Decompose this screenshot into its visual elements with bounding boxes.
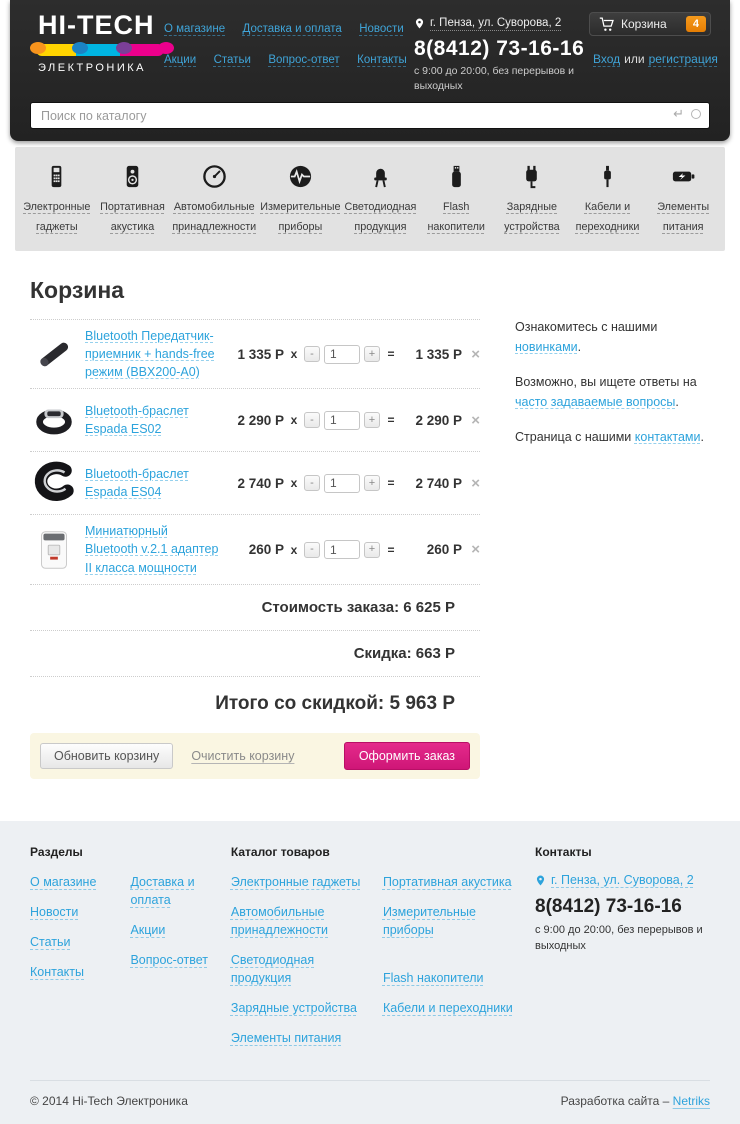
nav-link-about[interactable]: О магазине	[164, 23, 226, 35]
page-title: Корзина	[30, 276, 125, 303]
nav-link-faq[interactable]: Вопрос-ответ	[268, 54, 340, 66]
product-image[interactable]	[30, 330, 85, 378]
item-price: 1 335 Р	[237, 346, 284, 362]
equals-sign: =	[387, 542, 395, 557]
footer-link-led[interactable]: Светодиодная продукция	[230, 953, 315, 986]
order-grand-total: Итого со скидкой: 5 963 Р	[30, 676, 480, 733]
clear-cart-link[interactable]: Очистить корзину	[191, 748, 295, 763]
nav-link-contacts[interactable]: Контакты	[357, 54, 407, 66]
footer-link-faq[interactable]: Вопрос-ответ	[130, 953, 208, 968]
qty-input[interactable]	[324, 540, 360, 559]
store-phone: 8(8412) 73-16-16	[414, 37, 585, 60]
equals-sign: =	[387, 476, 395, 491]
footer-contacts-title: Контакты	[535, 844, 592, 859]
logo-subtitle: ЭЛЕКТРОНИКА	[38, 62, 146, 74]
item-price: 2 740 Р	[237, 475, 284, 491]
order-discount: Скидка: 663 Р	[30, 630, 480, 676]
footer-link-contacts[interactable]: Контакты	[30, 965, 84, 980]
equals-sign: =	[387, 413, 395, 428]
category-chargers[interactable]: Зарядные устройства	[494, 160, 570, 236]
grand-total-value: 5 963 Р	[389, 692, 455, 714]
logo-color-bar-icon	[30, 44, 164, 56]
product-image[interactable]	[30, 526, 85, 574]
sidebar-paragraph: Возможно, вы ищете ответы на часто задаваемые вопросы.	[515, 374, 697, 409]
footer-link-gadgets[interactable]: Электронные гаджеты	[230, 874, 361, 889]
site-logo[interactable]	[30, 12, 164, 94]
discount-value: 663 Р	[415, 644, 455, 662]
category-flash-drives[interactable]: Flash накопители	[418, 160, 494, 236]
item-total: 2 290 Р	[415, 412, 462, 428]
order-subtotal: Стоимость заказа: 6 625 Р	[30, 584, 480, 630]
product-image[interactable]	[30, 459, 85, 507]
subtotal-value: 6 625 Р	[403, 598, 455, 616]
qty-input[interactable]	[324, 474, 360, 493]
qty-minus-button[interactable]: -	[304, 475, 320, 491]
footer-link-cables[interactable]: Кабели и переходники	[382, 1001, 513, 1016]
qty-plus-button[interactable]: +	[364, 542, 380, 558]
qty-input[interactable]	[324, 411, 360, 430]
item-total: 260 Р	[426, 542, 462, 558]
location-pin-icon	[414, 16, 425, 31]
auth-or-text: или	[624, 52, 645, 66]
cable-icon	[594, 163, 621, 190]
qty-plus-button[interactable]: +	[364, 475, 380, 491]
multiply-sign: x	[290, 542, 298, 557]
footer-link-about[interactable]: О магазине	[30, 874, 97, 889]
qty-minus-button[interactable]: -	[304, 542, 320, 558]
footer-link-news[interactable]: Новости	[30, 904, 79, 919]
equals-sign: =	[387, 347, 395, 362]
site-header	[10, 0, 730, 141]
quantity-stepper	[304, 345, 382, 364]
remove-item-icon[interactable]: ×	[471, 541, 480, 559]
cart-button[interactable]	[589, 12, 711, 36]
footer-link-measuring[interactable]: Измерительные приборы	[382, 904, 476, 937]
header-nav	[164, 12, 414, 94]
footer-hours: с 9:00 до 20:00, без перерывов и выходных	[535, 923, 703, 953]
item-total: 2 740 Р	[415, 475, 462, 491]
nav-link-news[interactable]: Новости	[359, 23, 404, 35]
cart-row	[30, 514, 480, 583]
cart-actions-bar	[30, 733, 480, 779]
footer-sections-group	[30, 845, 231, 1060]
multiply-sign: x	[290, 347, 298, 362]
remove-item-icon[interactable]: ×	[471, 474, 480, 492]
battery-icon	[670, 163, 697, 190]
product-link[interactable]: Миниатюрный Bluetooth v.2.1 адаптер II класса мощности	[85, 524, 219, 575]
category-bar	[15, 147, 725, 251]
footer-link-batteries[interactable]: Элементы питания	[230, 1031, 342, 1046]
bluetooth-bracelet-es02-image	[30, 396, 78, 444]
product-link[interactable]: Bluetooth Передатчик-приемник + hands-free режим (BBX200-A0)	[85, 328, 215, 380]
footer-catalog-group	[231, 845, 535, 1060]
gauge-icon	[201, 163, 228, 190]
item-price: 2 290 Р	[237, 412, 284, 428]
item-total: 1 335 Р	[415, 346, 462, 362]
qty-plus-button[interactable]: +	[364, 346, 380, 362]
faq-link[interactable]: часто задаваемые вопросы	[515, 394, 676, 409]
search-input[interactable]	[30, 102, 710, 129]
register-link[interactable]: регистрация	[648, 52, 718, 66]
remove-item-icon[interactable]: ×	[471, 411, 480, 429]
location-pin-icon	[535, 873, 546, 888]
new-arrivals-link[interactable]: новинками	[515, 339, 578, 354]
bluetooth-adapter-image	[30, 526, 78, 574]
footer-link-articles[interactable]: Статьи	[30, 934, 71, 949]
cart-row	[30, 451, 480, 514]
category-cables-adapters[interactable]: Кабели и переходники	[570, 160, 646, 236]
footer-catalog-title: Каталог товаров	[230, 844, 330, 859]
login-link[interactable]: Вход	[593, 52, 621, 66]
checkout-button[interactable]: Оформить заказ	[344, 742, 470, 770]
product-link[interactable]: Bluetooth-браслет Espada ES02	[85, 404, 189, 437]
help-sidebar	[480, 251, 710, 779]
developer-credit: Разработка сайта – Netriks	[560, 1093, 710, 1108]
bluetooth-bracelet-es04-image	[30, 459, 78, 507]
remove-item-icon[interactable]: ×	[471, 345, 480, 363]
quantity-stepper	[304, 474, 382, 493]
oscilloscope-icon	[287, 163, 314, 190]
copyright-text: © 2014 Hi-Tech Электроника	[30, 1093, 188, 1108]
footer-address-link[interactable]: г. Пенза, ул. Суворова, 2	[551, 873, 694, 888]
auth-block	[589, 52, 718, 66]
footer-link-portable-audio[interactable]: Портативная акустика	[382, 874, 512, 889]
footer-link-promos[interactable]: Акции	[130, 922, 166, 937]
quantity-stepper	[304, 540, 382, 559]
cart-icon	[599, 17, 615, 32]
quantity-stepper	[304, 411, 382, 430]
update-cart-button[interactable]: Обновить корзину	[40, 743, 173, 769]
footer-sections-title: Разделы	[30, 844, 83, 859]
developer-link[interactable]: Netriks	[672, 1093, 710, 1108]
site-footer	[0, 821, 740, 1124]
cart-section	[30, 251, 480, 779]
charger-icon	[518, 163, 545, 190]
category-led-products[interactable]: Светодиодная продукция	[343, 160, 419, 236]
gadget-icon	[43, 163, 70, 190]
product-image[interactable]	[30, 396, 85, 444]
search-enter-icon[interactable]: ↵	[673, 106, 684, 122]
category-car-accessories[interactable]: Автомобильные принадлежности	[170, 160, 258, 236]
cart-row	[30, 319, 480, 388]
footer-link-delivery[interactable]: Доставка и оплата	[130, 874, 195, 907]
cart-count-badge: 4	[686, 16, 706, 32]
nav-link-promos[interactable]: Акции	[164, 54, 197, 66]
nav-link-articles[interactable]: Статьи	[213, 54, 251, 66]
qty-input[interactable]	[324, 345, 360, 364]
qty-minus-button[interactable]: -	[304, 412, 320, 428]
category-measuring-devices[interactable]: Измерительные приборы	[258, 160, 342, 236]
item-price: 260 Р	[248, 542, 284, 558]
contacts-page-link[interactable]: контактами	[634, 429, 701, 444]
speaker-icon	[119, 163, 146, 190]
product-link[interactable]: Bluetooth-браслет Espada ES04	[85, 467, 189, 500]
bluetooth-transmitter-image	[30, 330, 78, 378]
category-batteries[interactable]: Элементы питания	[645, 160, 721, 236]
qty-minus-button[interactable]: -	[304, 346, 320, 362]
cart-button-label: Корзина	[621, 17, 667, 31]
footer-phone: 8(8412) 73-16-16	[535, 895, 682, 917]
store-hours: с 9:00 до 20:00, без перерывов и выходных	[414, 65, 575, 93]
footer-contacts-group	[535, 845, 710, 1060]
cart-row	[30, 388, 480, 451]
qty-plus-button[interactable]: +	[364, 412, 380, 428]
footer-link-car-accessories[interactable]: Автомобильные принадлежности	[230, 904, 329, 937]
category-portable-audio[interactable]: Портативная акустика	[95, 160, 171, 236]
logo-title: HI-TECH	[38, 10, 155, 40]
nav-link-delivery[interactable]: Доставка и оплата	[242, 23, 342, 35]
sidebar-paragraph: Ознакомитесь с нашими новинками.	[515, 319, 658, 354]
multiply-sign: x	[290, 476, 298, 491]
header-contact-block	[414, 12, 589, 94]
footer-link-flash[interactable]: Flash накопители	[382, 971, 484, 986]
led-icon	[367, 163, 394, 190]
multiply-sign: x	[290, 413, 298, 428]
footer-link-chargers[interactable]: Зарядные устройства	[230, 1001, 357, 1016]
sidebar-paragraph: Страница с нашими контактами.	[515, 429, 704, 444]
category-electronic-gadgets[interactable]: Электронные гаджеты	[19, 160, 95, 236]
store-address[interactable]: г. Пенза, ул. Суворова, 2	[430, 16, 562, 29]
search-magnifier-icon[interactable]	[691, 109, 701, 119]
usb-flash-icon	[443, 163, 470, 190]
